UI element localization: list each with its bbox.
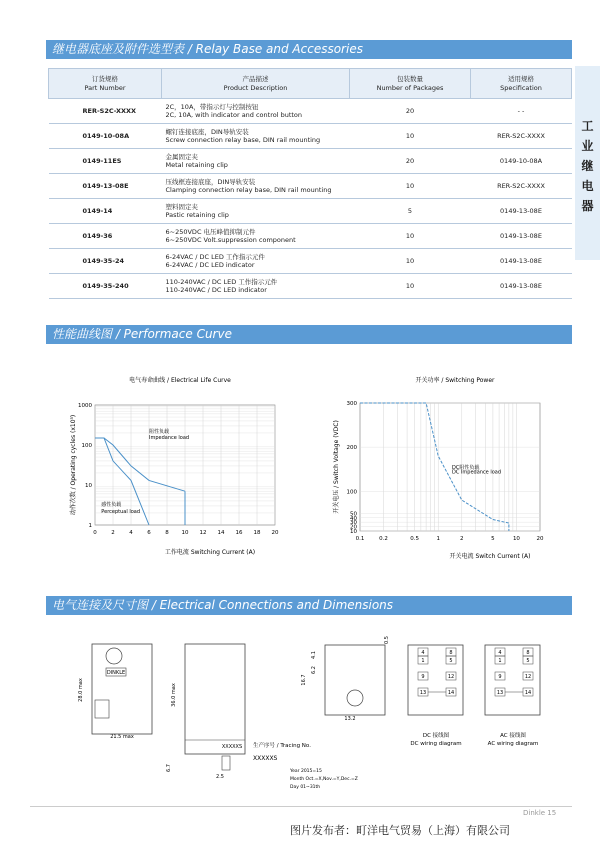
table-row xyxy=(49,174,572,199)
dim-width: 21.5 max xyxy=(110,734,134,740)
y-tick: 10 xyxy=(350,529,357,535)
header-packages: 包装数量 Number of Packages xyxy=(350,69,471,99)
pin-number: 5 xyxy=(449,658,453,664)
dim-0-5: 0.5 xyxy=(384,636,390,644)
spec: - - xyxy=(471,99,572,124)
x-tick: 6 xyxy=(147,530,151,536)
dim-pin: 6.7 xyxy=(166,764,172,772)
spec: 0149-13-08E xyxy=(471,274,572,299)
x-tick: 0 xyxy=(93,530,97,536)
dim-16-7: 16.7 xyxy=(301,674,307,686)
tracing-code: XXXXXS xyxy=(253,755,278,762)
ac-wiring-sub: AC wiring diagram xyxy=(487,741,539,747)
table-row xyxy=(49,149,572,174)
tracing-title: 生产序号 / Tracing No. xyxy=(253,743,311,749)
y-axis-label: 动作次数 / Operating cycles (x10⁵) xyxy=(70,414,77,516)
y-axis-label: 开关电压 / Switch Voltage (VDC) xyxy=(333,420,340,514)
part-number: RER-S2C-XXXX xyxy=(49,99,162,124)
description: 110-240VAC / DC LED 工作指示元件 110-240VAC / DC LED indicator xyxy=(162,274,350,299)
ac-wiring-title: AC 接线图 xyxy=(500,733,526,739)
table-row xyxy=(49,274,572,299)
x-tick: 2 xyxy=(460,536,464,542)
x-tick: 2 xyxy=(111,530,115,536)
description: 塑料固定夹 Pastic retaining clip xyxy=(162,199,350,224)
description: 压线框连接底座，DIN导轨安装 Clamping connection relay base, DIN rail mounting xyxy=(162,174,350,199)
x-axis-label: 开关电流 Switch Current (A) xyxy=(449,553,531,560)
package-qty: 20 xyxy=(350,149,471,174)
x-tick: 0.2 xyxy=(379,536,388,542)
y-tick: 100 xyxy=(81,443,92,449)
header-part-number: 订货规格 Part Number xyxy=(49,69,162,99)
part-number: 0149-10-08A xyxy=(49,124,162,149)
tracing-line: Month Oct.=X,Nov.=Y,Dec.=Z xyxy=(290,777,358,782)
annotation: DC阻性负载 xyxy=(452,465,480,472)
y-tick: 100 xyxy=(346,489,357,496)
table-row xyxy=(49,224,572,249)
dc-wiring-sub: DC wiring diagram xyxy=(410,741,462,747)
dimension-drawings xyxy=(0,620,600,800)
chart-title: 开关功率 / Switching Power xyxy=(415,377,495,384)
y-tick: 200 xyxy=(346,445,357,452)
package-qty: 10 xyxy=(350,174,471,199)
package-qty: 20 xyxy=(350,99,471,124)
dim-4-1: 4.1 xyxy=(311,651,317,659)
footer-rule xyxy=(30,806,572,807)
dim-6-2: 6.2 xyxy=(311,666,317,674)
header-spec: 适用规格 Specification xyxy=(471,69,572,99)
section-bar-curve: 性能曲线图 / Performace Curve xyxy=(46,325,572,344)
part-number: 0149-36 xyxy=(49,224,162,249)
x-tick: 1 xyxy=(436,536,440,542)
x-tick: 10 xyxy=(181,530,189,536)
pin-number: 12 xyxy=(524,674,532,680)
dc-wiring-title: DC 接线图 xyxy=(422,733,450,739)
chart-title: 电气寿命曲线 / Electrical Life Curve xyxy=(129,377,231,384)
package-qty: 10 xyxy=(350,274,471,299)
tracing-line: Year 2015=15 xyxy=(290,769,322,774)
x-tick: 12 xyxy=(199,530,207,536)
y-tick: 20 xyxy=(350,524,357,531)
x-tick: 10 xyxy=(512,536,520,542)
section-bar-dims: 电气连接及尺寸图 / Electrical Connections and Dimensions xyxy=(46,596,572,615)
pin-number: 8 xyxy=(526,650,530,656)
relay-pin xyxy=(222,756,230,770)
table-row xyxy=(49,199,572,224)
x-tick: 20 xyxy=(271,530,279,536)
pin-number: 8 xyxy=(449,650,453,656)
spec: 0149-10-08A xyxy=(471,149,572,174)
performance-charts xyxy=(0,370,600,570)
part-number: 0149-35-240 xyxy=(49,274,162,299)
x-tick: 8 xyxy=(165,530,169,536)
pin-number: 9 xyxy=(421,674,425,680)
annotation: Perceptual load xyxy=(101,508,141,515)
pin-number: 13 xyxy=(419,690,427,696)
pin-number: 1 xyxy=(421,658,425,664)
pin-number: 9 xyxy=(498,674,502,680)
pin-layout xyxy=(325,645,385,715)
side-tag: 工 业 继 电 器 xyxy=(575,66,600,260)
table-row xyxy=(49,124,572,149)
spec: RER-S2C-XXXX xyxy=(471,124,572,149)
spec: 0149-13-08E xyxy=(471,224,572,249)
description: 螺钉连接底座，DIN导轨安装 Screw connection relay base, DIN rail mounting xyxy=(162,124,350,149)
pin-number: 14 xyxy=(524,690,532,696)
serial-mark: XXXXXS xyxy=(221,744,243,750)
y-tick: 300 xyxy=(346,401,357,407)
x-tick: 0.1 xyxy=(355,536,365,542)
section-bar-base: 继电器底座及附件选型表 / Relay Base and Accessories xyxy=(46,40,572,59)
tracing-line: Day 01~31th xyxy=(290,785,321,790)
accessories-table xyxy=(48,68,572,299)
x-tick: 4 xyxy=(129,530,133,536)
package-qty: 10 xyxy=(350,124,471,149)
package-qty: 10 xyxy=(350,224,471,249)
description: 金属固定夹 Metal retaining clip xyxy=(162,149,350,174)
part-number: 0149-13-08E xyxy=(49,174,162,199)
spec: 0149-13-08E xyxy=(471,249,572,274)
y-tick: 50 xyxy=(350,511,357,518)
annotation: DC Impedance load xyxy=(452,469,502,476)
dim-pitch: 2.5 xyxy=(216,774,224,780)
y-tick: 1 xyxy=(88,523,92,529)
package-qty: 5 xyxy=(350,199,471,224)
x-tick: 18 xyxy=(253,530,261,536)
part-number: 0149-14 xyxy=(49,199,162,224)
table-row xyxy=(49,99,572,124)
dim-13-2: 13.2 xyxy=(344,716,356,722)
pin-number: 5 xyxy=(526,658,530,664)
description: 6-24VAC / DC LED 工作指示元件 6-24VAC / DC LED indicator xyxy=(162,249,350,274)
spec: RER-S2C-XXXX xyxy=(471,174,572,199)
x-axis-label: 工作电流 Switching Current (A) xyxy=(164,549,256,556)
dim-height-side: 36.0 max xyxy=(171,683,177,707)
y-tick: 40 xyxy=(350,515,357,522)
description: 2C，10A，带指示灯与控制按钮 2C, 10A, with indicator and control button xyxy=(162,99,350,124)
part-number: 0149-35-24 xyxy=(49,249,162,274)
pin-number: 14 xyxy=(447,690,455,696)
x-tick: 20 xyxy=(536,536,544,542)
header-description: 产品描述 Product Description xyxy=(162,69,350,99)
annotation: Impedance load xyxy=(149,435,190,442)
y-tick: 1000 xyxy=(78,403,92,409)
x-tick: 16 xyxy=(235,530,243,536)
x-tick: 0.5 xyxy=(410,536,420,542)
y-tick: 10 xyxy=(85,483,92,489)
pin-number: 4 xyxy=(498,650,502,656)
y-tick: 30 xyxy=(350,520,357,527)
pin-number: 4 xyxy=(421,650,425,656)
footer-publisher: 图片发布者：町洋电气贸易（上海）有限公司 xyxy=(290,824,510,837)
spec: 0149-13-08E xyxy=(471,199,572,224)
package-qty: 10 xyxy=(350,249,471,274)
dim-height: 28.0 max xyxy=(78,678,84,702)
annotation: 感性负载 xyxy=(101,501,122,508)
relay-side xyxy=(185,644,245,754)
table-row xyxy=(49,249,572,274)
brand-page: Dinkle 15 xyxy=(523,809,557,817)
part-number: 0149-11ES xyxy=(49,149,162,174)
brand-label: DINKLE xyxy=(106,670,126,676)
annotation: 阻性负载 xyxy=(149,428,170,435)
pin-number: 1 xyxy=(498,658,502,664)
description: 6~250VDC 电压峰值抑制元件 6~250VDC Volt.suppression component xyxy=(162,224,350,249)
x-tick: 5 xyxy=(491,536,495,542)
pin-number: 13 xyxy=(496,690,504,696)
x-tick: 14 xyxy=(217,530,225,536)
pin-number: 12 xyxy=(447,674,455,680)
